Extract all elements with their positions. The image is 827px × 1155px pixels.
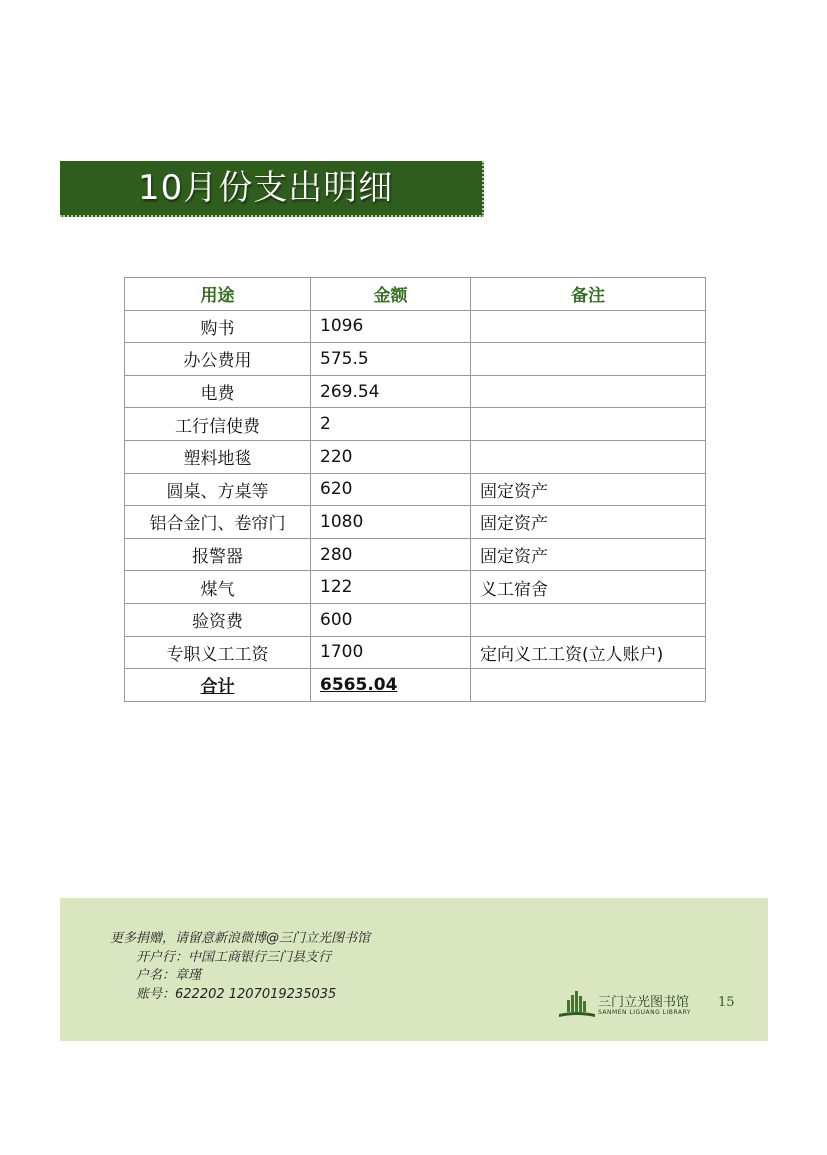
cell-amount: 280 <box>311 538 471 571</box>
cell-purpose: 验资费 <box>125 603 311 636</box>
cell-purpose: 办公费用 <box>125 343 311 376</box>
cell-amount: 2 <box>311 408 471 441</box>
expense-table <box>124 277 706 702</box>
cell-purpose: 电费 <box>125 375 311 408</box>
logo-name: 三门立光图书馆 <box>598 995 690 1010</box>
table-row <box>125 440 706 473</box>
cell-amount: 122 <box>311 571 471 604</box>
weibo-note: 更多捐赠，请留意新浪微博@三门立光图书馆 <box>110 931 371 946</box>
cell-purpose: 报警器 <box>125 538 311 571</box>
cell-amount: 269.54 <box>311 375 471 408</box>
cell-amount: 1080 <box>311 506 471 539</box>
cell-purpose: 煤气 <box>125 571 311 604</box>
cell-note <box>471 375 706 408</box>
table-row <box>125 571 706 604</box>
cell-note: 固定资产 <box>471 538 706 571</box>
account-number: 账号：622202 1207019235035 <box>136 986 337 1002</box>
logo-subtitle: SANMEN LIGUANG LIBRARY <box>598 1009 691 1016</box>
cell-purpose: 专职义工工资 <box>125 636 311 669</box>
cell-note <box>471 343 706 376</box>
total-amount: 6565.04 <box>320 674 398 695</box>
total-cell-note <box>471 669 706 702</box>
table-row <box>125 375 706 408</box>
table-row <box>125 343 706 376</box>
cell-amount: 620 <box>311 473 471 506</box>
cell-note: 固定资产 <box>471 506 706 539</box>
table-row <box>125 473 706 506</box>
total-cell-label <box>125 669 311 702</box>
header-amount: 金额 <box>311 278 471 311</box>
cell-purpose: 铝合金门、卷帘门 <box>125 506 311 539</box>
total-cell-amount <box>311 669 471 702</box>
page-title: 10月份支出明细 <box>138 168 394 208</box>
library-logo <box>558 990 691 1024</box>
cell-note <box>471 408 706 441</box>
title-banner <box>60 161 484 217</box>
cell-amount: 1096 <box>311 310 471 343</box>
cell-note: 定向义工工资(立人账户) <box>471 636 706 669</box>
book-stack-icon <box>558 990 596 1020</box>
table-row <box>125 506 706 539</box>
table-row <box>125 408 706 441</box>
cell-purpose: 购书 <box>125 310 311 343</box>
cell-note <box>471 603 706 636</box>
header-purpose: 用途 <box>125 278 311 311</box>
cell-note: 义工宿舍 <box>471 571 706 604</box>
donation-info <box>110 930 370 1004</box>
table-row <box>125 603 706 636</box>
page-number: 15 <box>718 995 735 1010</box>
cell-purpose: 圆桌、方桌等 <box>125 473 311 506</box>
table-row <box>125 310 706 343</box>
cell-note: 固定资产 <box>471 473 706 506</box>
table-row <box>125 636 706 669</box>
cell-amount: 220 <box>311 440 471 473</box>
cell-amount: 1700 <box>311 636 471 669</box>
table-header-row <box>125 278 706 311</box>
total-row <box>125 669 706 702</box>
cell-amount: 600 <box>311 603 471 636</box>
cell-note <box>471 440 706 473</box>
footer-panel <box>60 898 768 1041</box>
cell-purpose: 工行信使费 <box>125 408 311 441</box>
account-holder: 户名：章瑾 <box>136 968 202 983</box>
header-note: 备注 <box>471 278 706 311</box>
cell-note <box>471 310 706 343</box>
cell-amount: 575.5 <box>311 343 471 376</box>
total-label: 合计 <box>200 677 235 698</box>
table-row <box>125 538 706 571</box>
cell-purpose: 塑料地毯 <box>125 440 311 473</box>
bank-name: 开户行：中国工商银行三门县支行 <box>136 949 332 965</box>
